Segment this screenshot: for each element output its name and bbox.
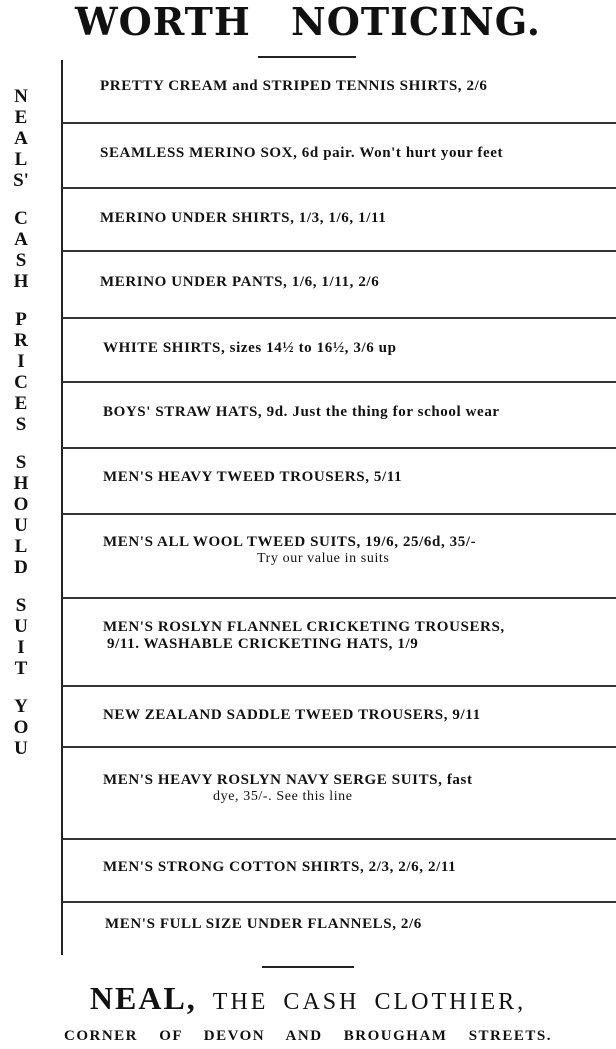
list-item [103, 707, 616, 724]
item-text: MERINO UNDER SHIRTS, 1/3, 1/6, 1/11 [100, 210, 387, 226]
list-item [100, 210, 616, 227]
row-divider [62, 597, 616, 599]
slogan-gap [8, 578, 34, 595]
slogan-letter: E [14, 107, 28, 128]
column-rule [61, 60, 63, 955]
list-item [103, 859, 616, 876]
item-text: MEN'S HEAVY ROSLYN NAVY SERGE SUITS, fast [103, 772, 473, 788]
list-item [103, 469, 616, 486]
side-slogan [8, 86, 34, 759]
row-divider [62, 250, 616, 252]
slogan-letter: O [13, 717, 29, 738]
row-divider [62, 122, 616, 124]
item-text: NEW ZEALAND SADDLE TWEED TROUSERS, 9/11 [103, 707, 481, 723]
slogan-letter: S [15, 595, 27, 616]
slogan-gap [8, 292, 34, 309]
list-item [100, 274, 616, 291]
slogan-letter: U [14, 738, 28, 759]
slogan-letter: P [15, 309, 27, 330]
slogan-letter: S [15, 250, 27, 271]
row-divider [62, 447, 616, 449]
slogan-letter: E [14, 393, 28, 414]
row-divider [62, 187, 616, 189]
slogan-letter: S' [13, 170, 29, 191]
slogan-letter: L [14, 149, 28, 170]
slogan-letter: R [14, 330, 28, 351]
slogan-letter: A [14, 128, 28, 149]
list-item [105, 916, 616, 933]
list-item [100, 145, 616, 162]
slogan-letter: S [15, 452, 27, 473]
list-item [103, 404, 616, 421]
item-text: MEN'S STRONG COTTON SHIRTS, 2/3, 2/6, 2/11 [103, 859, 457, 875]
slogan-letter: S [15, 414, 27, 435]
slogan-letter: U [14, 515, 28, 536]
item-text: MEN'S ALL WOOL TWEED SUITS, 19/6, 25/6d, 35/- [103, 534, 477, 550]
slogan-letter: U [14, 616, 28, 637]
row-divider [62, 901, 616, 903]
slogan-letter: D [14, 557, 28, 578]
shop-address: CORNER OF DEVON AND BROUGHAM STREETS. [63, 1028, 552, 1044]
list-item [103, 772, 616, 805]
slogan-letter: C [14, 372, 28, 393]
row-divider [62, 513, 616, 515]
item-text: MEN'S ROSLYN FLANNEL CRICKETING TROUSERS, [103, 619, 505, 635]
item-text: MEN'S HEAVY TWEED TROUSERS, 5/11 [103, 469, 403, 485]
slogan-letter: A [14, 229, 28, 250]
slogan-letter: N [14, 86, 28, 107]
shop-tagline: THE CASH CLOTHIER, [212, 989, 527, 1015]
slogan-gap [8, 191, 34, 208]
slogan-letter: O [13, 494, 29, 515]
slogan-gap [8, 679, 34, 696]
slogan-letter: I [17, 637, 25, 658]
row-divider [62, 746, 616, 748]
slogan-letter: L [14, 536, 28, 557]
list-item [103, 340, 616, 357]
footer-divider [262, 966, 354, 968]
slogan-letter: H [13, 473, 29, 494]
item-text: MEN'S FULL SIZE UNDER FLANNELS, 2/6 [105, 916, 422, 932]
slogan-letter: Y [14, 696, 28, 717]
shop-name [0, 980, 616, 1017]
shop-owner: NEAL, [89, 980, 197, 1016]
item-text: MERINO UNDER PANTS, 1/6, 1/11, 2/6 [100, 274, 380, 290]
item-text-continued: dye, 35/-. See this line [213, 789, 353, 804]
row-divider [62, 838, 616, 840]
item-text: WHITE SHIRTS, sizes 14½ to 16½, 3/6 up [103, 340, 397, 356]
list-item [100, 78, 616, 95]
item-text-continued: 9/11. WASHABLE CRICKETING HATS, 1/9 [107, 636, 419, 652]
slogan-gap [8, 435, 34, 452]
slogan-letter: C [14, 208, 28, 229]
row-divider [62, 381, 616, 383]
row-divider [62, 317, 616, 319]
title-divider [258, 56, 356, 58]
list-item [103, 534, 616, 567]
list-item [103, 619, 616, 653]
advert-title: WORTH NOTICING. [74, 0, 542, 44]
item-text: PRETTY CREAM and STRIPED TENNIS SHIRTS, 2/6 [100, 78, 488, 94]
slogan-letter: I [17, 351, 25, 372]
item-text: BOYS' STRAW HATS, 9d. Just the thing for school wear [103, 404, 500, 420]
slogan-letter: H [13, 271, 29, 292]
row-divider [62, 685, 616, 687]
item-text: SEAMLESS MERINO SOX, 6d pair. Won't hurt your feet [100, 145, 504, 161]
slogan-letter: T [14, 658, 28, 679]
item-text-continued: Try our value in suits [257, 551, 390, 566]
